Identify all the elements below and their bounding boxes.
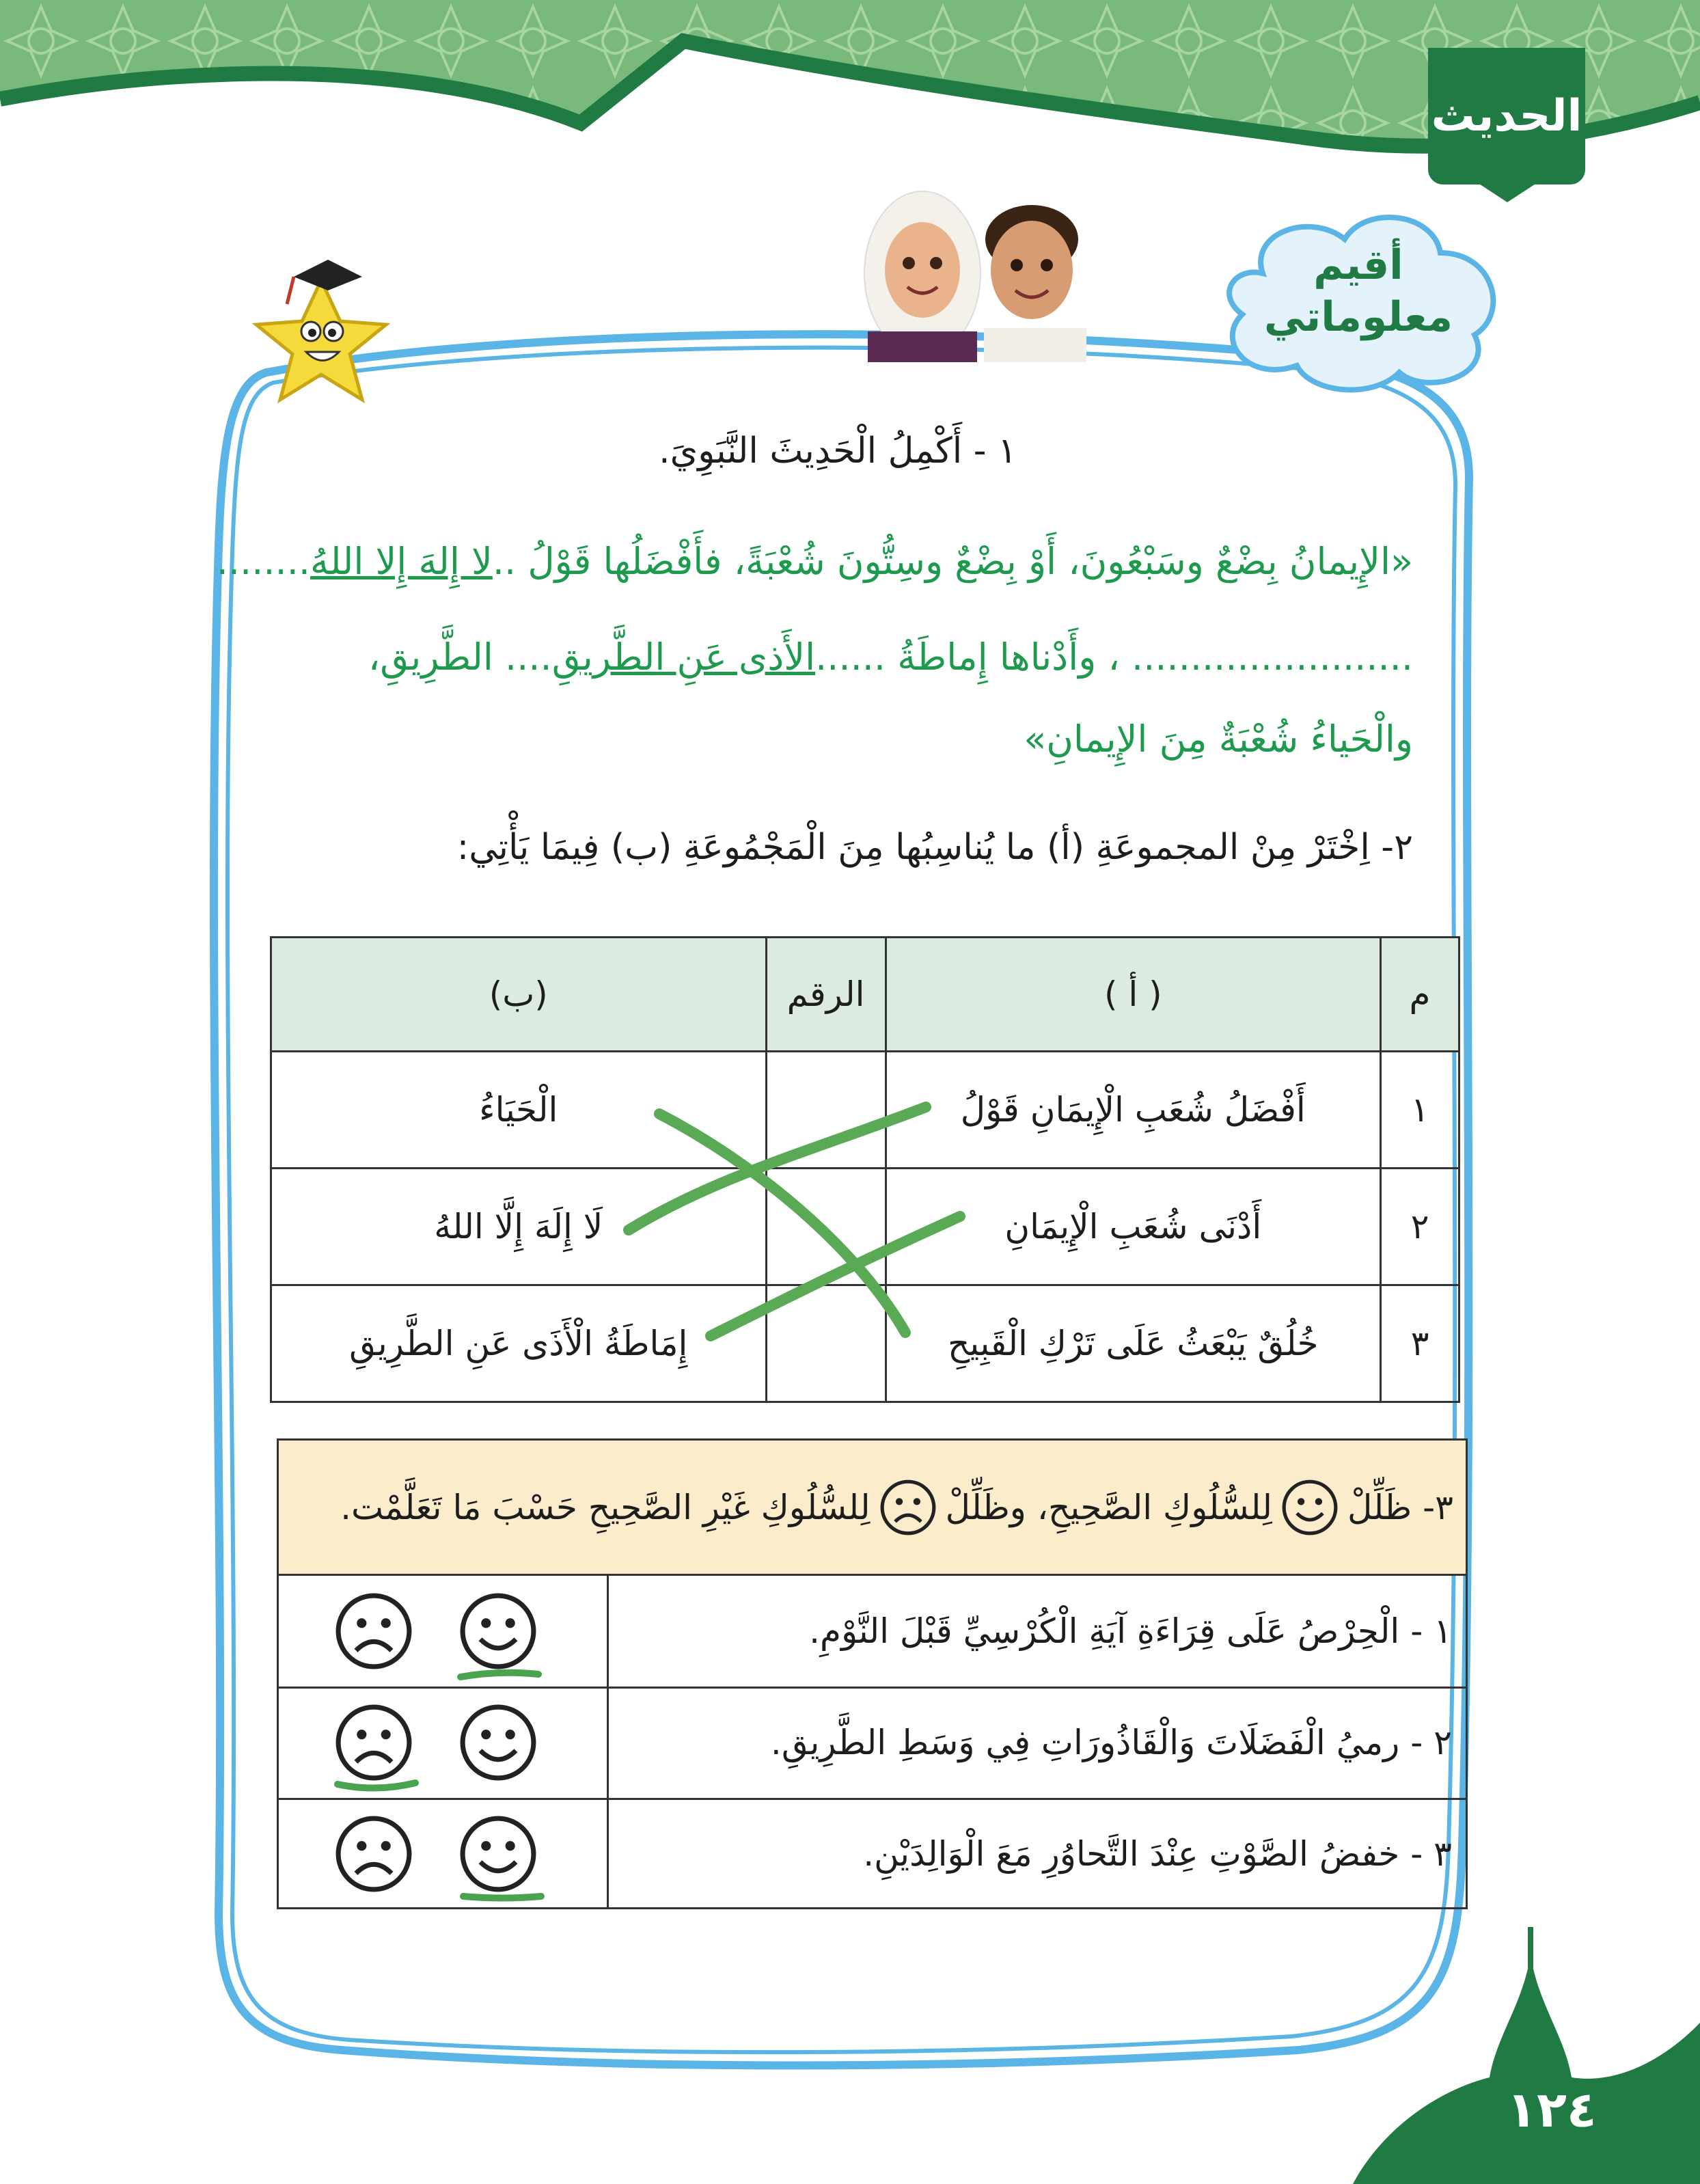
shade-mark-happy — [458, 1886, 547, 1907]
mosque-dome-decoration — [1353, 1927, 1700, 2184]
q3-prompt-part3: لِلسُّلُوكِ غَيْرِ الصَّحِيحِ حَسْبَ مَا تَعَلَّمْت. — [340, 1487, 870, 1527]
happy-face-icon[interactable] — [458, 1591, 538, 1671]
column-divider — [607, 1799, 609, 1909]
row-b: الْحَيَاءُ — [271, 1052, 767, 1169]
behavior-row — [279, 1576, 1466, 1689]
cloud-badge-title — [1222, 239, 1495, 343]
shade-mark-sad — [332, 1775, 421, 1795]
happy-face-icon[interactable] — [458, 1702, 538, 1783]
section-tag — [1428, 48, 1585, 185]
behavior-table — [277, 1438, 1468, 1909]
hadith-line-2-tail: .... الطَّرِيقِ، — [368, 636, 552, 679]
behavior-table-prompt — [279, 1441, 1466, 1576]
behavior-text: ١ - الْحِرْصُ عَلَى قِرَاءَةِ آيَةِ الْكُرْسِيِّ قَبْلَ النَّوْمِ. — [809, 1611, 1452, 1651]
badge-line2: معلوماتي — [1263, 293, 1453, 341]
sad-face-icon[interactable] — [333, 1591, 414, 1671]
behavior-text: ٣ - خفضُ الصَّوْتِ عِنْدَ التَّحاوُرِ مَعَ الْوَالِدَيْنِ. — [863, 1834, 1452, 1874]
header-num: م — [1381, 938, 1459, 1052]
behavior-row — [279, 1687, 1466, 1800]
sad-face-icon[interactable] — [333, 1702, 414, 1783]
header-a: ( أ ) — [886, 938, 1381, 1052]
happy-face-icon[interactable] — [458, 1814, 538, 1894]
row-answer-cell[interactable] — [766, 1285, 886, 1402]
happy-face-icon — [1280, 1478, 1339, 1537]
q3-prompt-part2: لِلسُّلُوكِ الصَّحِيحِ، وظَلِّلْ — [945, 1487, 1272, 1527]
q3-prompt-part1: ٣- ظَلِّلْ — [1347, 1487, 1453, 1527]
row-answer-cell[interactable] — [766, 1169, 886, 1285]
answer-2: الأَذى عَنِ الطَّريقِ — [551, 636, 816, 679]
sad-face-icon[interactable] — [333, 1814, 414, 1894]
behavior-text: ٢ - رميُ الْفَضَلَاتَ وَالْقَاذُورَاتِ فِي وَسَطِ الطَّرِيقِ. — [770, 1723, 1452, 1762]
q2-prompt: ٢- اِخْتَرْ مِنْ المجموعَةِ (أ) ما يُناسِبُها مِنَ الْمَجْمُوعَةِ (ب) فِيمَا يَأْتِي: — [456, 827, 1413, 868]
header-b: (ب) — [271, 938, 767, 1052]
row-num: ٢ — [1381, 1169, 1459, 1285]
hadith-line-2 — [368, 636, 1413, 679]
star-mascot-icon — [246, 253, 396, 410]
kids-illustration — [847, 185, 1107, 362]
row-a: أَفْضَلُ شُعَبِ الْإِيمَانِ قَوْلُ — [886, 1052, 1381, 1169]
header-answer-num: الرقم — [766, 938, 886, 1052]
matching-table — [270, 936, 1460, 1403]
column-divider — [607, 1576, 609, 1687]
sad-face-icon — [879, 1478, 937, 1537]
hadith-line-3: والْحَياءُ شُعْبَةٌ مِنَ الإِيمانِ» — [1024, 718, 1413, 761]
row-num: ١ — [1381, 1052, 1459, 1169]
row-b: إِمَاطَةُ الْأَذَى عَنِ الطَّرِيقِ — [271, 1285, 767, 1402]
q1-prompt: ١ - أَكْمِلُ الْحَدِيثَ النَّبَوِيَ. — [659, 431, 1017, 472]
row-num: ٣ — [1381, 1285, 1459, 1402]
shade-mark-happy — [455, 1665, 544, 1685]
table-row — [271, 1052, 1459, 1169]
matching-table-header — [271, 938, 1459, 1052]
column-divider — [607, 1687, 609, 1798]
badge-line1: أقيم — [1313, 241, 1403, 289]
answer-1: لا إِلهَ إِلا اللهُ — [310, 540, 493, 583]
hadith-line-1 — [217, 540, 1413, 583]
section-tag-label: الحديث — [1431, 91, 1582, 141]
hadith-line-1-dots: ........ — [216, 540, 311, 583]
behavior-row — [279, 1799, 1466, 1909]
table-row — [271, 1169, 1459, 1285]
hadith-line-1-text: «الإِيمانُ بِضْعٌ وسَبْعُونَ، أَوْ بِضْعٌ وسِتُّونَ شُعْبَةً، فأَفْضَلُها قَوْلُ .. — [492, 540, 1413, 583]
hadith-line-2-lead: ........................ ، وأَدْناها إِماطَةُ ...... — [815, 636, 1413, 679]
table-row — [271, 1285, 1459, 1402]
page-number: ١٢٤ — [1507, 2081, 1597, 2138]
row-a: أَدْنَى شُعَبِ الْإِيمَانِ — [886, 1169, 1381, 1285]
row-answer-cell[interactable] — [766, 1052, 886, 1169]
row-a: خُلُقٌ يَبْعَثُ عَلَى تَرْكِ الْقَبِيحِ — [886, 1285, 1381, 1402]
row-b: لَا إِلَهَ إِلَّا اللهُ — [271, 1169, 767, 1285]
